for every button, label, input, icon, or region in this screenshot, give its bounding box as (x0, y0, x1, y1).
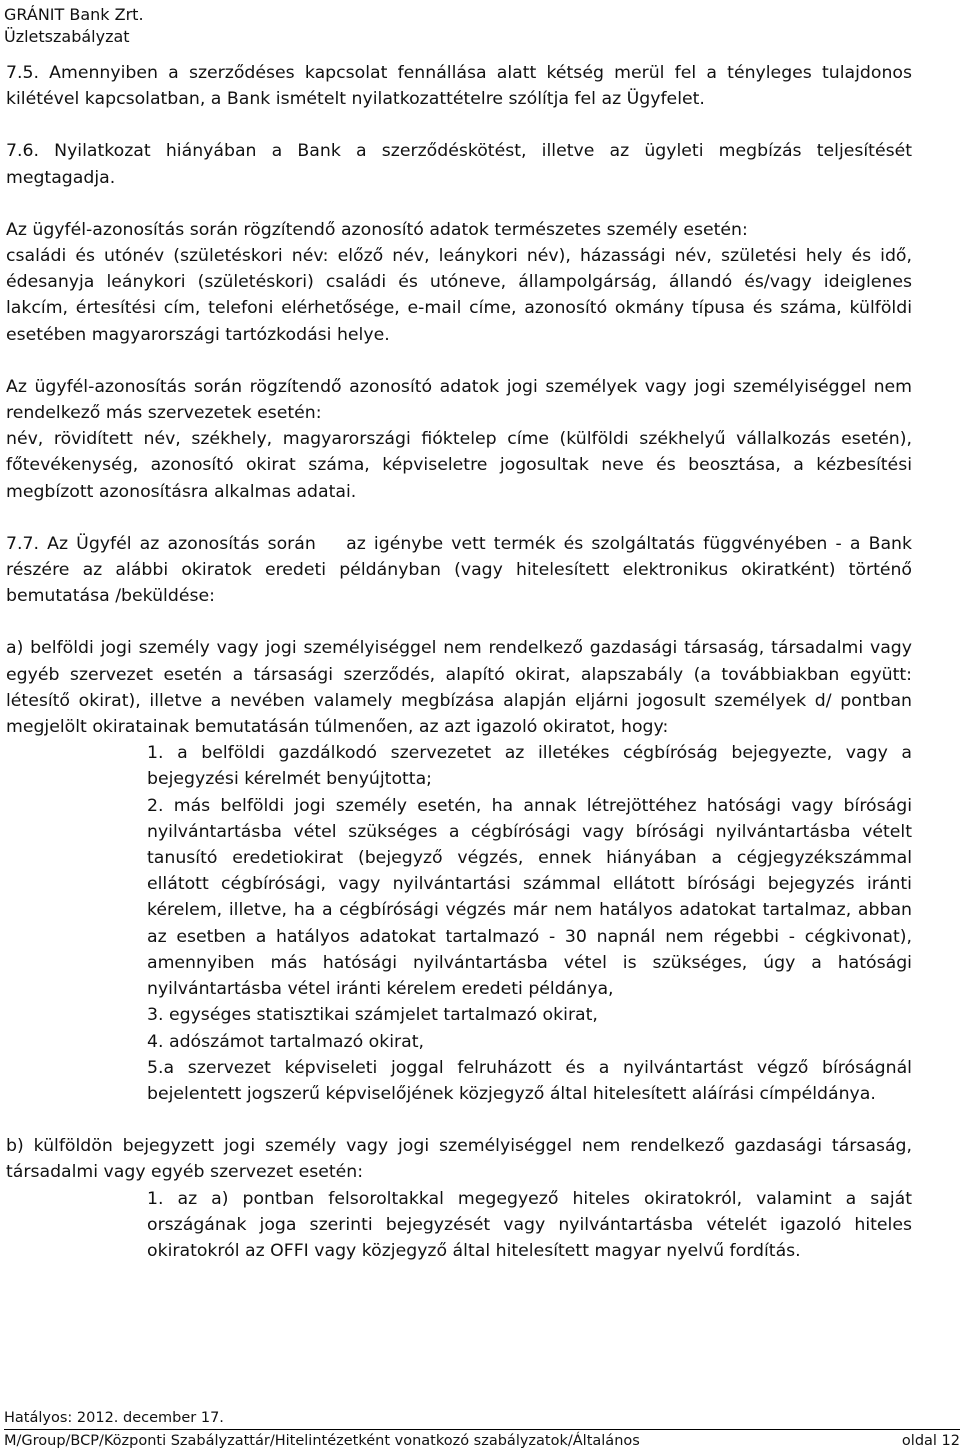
list-item: 2. más belföldi jogi személy esetén, ha annak létrejöttéhez hatósági vagy bírósági nyilvántartásba vétel szükséges a cégbírósági vagy bírósági nyilvántartásba vételt tanusító eredetiokirat (bejegyző végzés, ennek hiányában a cégjegyzékszámmal ellátott cégbírósági, vagy nyilvántartási számmal ellátott bírósági bejegyzés iránti kérelem, illetve, ha a cégbírósági végzés már nem hatályos adatokat tartalmaz, abban az esetben a hatályos adatokat tartalmazó - 30 napnál nem régebbi - cégkivonat), amennyiben más hatósági nyilvántartásba vétel is szükséges, úgy a hatósági nyilvántartásba vétel iránti kérelem eredeti példánya, (147, 795, 912, 1000)
section-7-5: 7.5. Amennyiben a szerződéses kapcsolat fennállása alatt kétség merül fel a tényleges tulajdonos kilétével kapcsolatban, a Bank ismételt nyilatkozattételre szólítja fel az Ügyfelet. (6, 63, 912, 110)
list-item: 3. egységes statisztikai számjelet tartalmazó okirat, (147, 1005, 598, 1026)
effective-date: Hatályos: 2012. december 17. (4, 1410, 224, 1426)
document-body (6, 60, 912, 1264)
natural-person-intro: Az ügyfél-azonosítás során rögzítendő azonosító adatok természetes személy esetén: (6, 219, 748, 240)
document-path: M/Group/BCP/Központi Szabályzattár/Hitelintézetként vonatkozó szabályzatok/Általános (4, 1433, 640, 1449)
section-7-7-rest: az igénybe vett termék és szolgáltatás függvényében - a Bank részére az alábbi okiratok eredeti példányban (vagy hitelesített elektronikus okiratként) történő bemutatása /beküldése: (6, 533, 912, 607)
page-footer (4, 1408, 960, 1451)
point-b: b) külföldön bejegyzett jogi személy vagy jogi személyiséggel nem rendelkező gazdasági társaság, társadalmi vagy egyéb szervezet esetén: (6, 1136, 912, 1183)
page-header (4, 4, 144, 48)
section-7-7-start: 7.7. Az Ügyfél az azonosítás során (6, 533, 316, 554)
list-item: 4. adószámot tartalmazó okirat, (147, 1031, 424, 1052)
legal-person-intro: Az ügyfél-azonosítás során rögzítendő azonosító adatok jogi személyek vagy jogi személyiséggel nem rendelkező más szervezetek esetén: (6, 376, 912, 424)
document-title: Üzletszabályzat (4, 27, 130, 46)
natural-person-data: családi és utónév (születéskori név: előző név, leánykori név), házassági név, születési hely és idő, édesanyja leánykori (születéskori) családi és utóneve, állampolgárság, állandó és/vagy ideiglenes lakcím, értesítési cím, telefoni elérhetősége, e-mail címe, azonosító okmány típusa és száma, külföldi esetében magyarországi tartózkodási helye. (6, 246, 912, 345)
section-7-7 (6, 531, 912, 610)
legal-person-data: név, rövidített név, székhely, magyarországi fióktelep címe (külföldi székhelyű vállalkozás esetén), főtevékenység, azonosító okirat száma, képviseletre jogosultak neve és beosztása, a kézbesítési megbízott azonosításra alkalmas adatai. (6, 429, 912, 502)
point-a: a) belföldi jogi személy vagy jogi személyiséggel nem rendelkező gazdasági társaság, társadalmi vagy egyéb szervezet esetén a társasági szerződés, alapító okirat, alapszabály (a továbbiakban együtt: létesítő okirat), illetve a nevében valamely megbízása alapján eljárni jogosult személyek d/ pontban megjelölt okiratainak bemutatásán túlmenően, az azt igazoló okiratot, hogy: (6, 638, 912, 738)
section-7-6: 7.6. Nyilatkozat hiányában a Bank a szerződéskötést, illetve az ügyleti megbízás teljesítését megtagadja. (6, 141, 912, 188)
list-item: 1. a belföldi gazdálkodó szervezetet az illetékes cégbíróság bejegyezte, vagy a bejegyzési kérelmét benyújtotta; (147, 743, 912, 790)
footer-bar (4, 1429, 960, 1451)
company-name: GRÁNIT Bank Zrt. (4, 5, 144, 24)
list-item: 1. az a) pontban felsoroltakkal megegyező hiteles okiratokról, valamint a saját országának joga szerinti bejegyzését vagy nyilvántartásba vételét igazoló hiteles okiratokról az OFFI vagy közjegyző által hitelesített magyar nyelvű fordítás. (147, 1188, 912, 1261)
list-item: 5.a szervezet képviseleti joggal felruházott és a nyilvántartást végző bíróságnál bejelentett jogszerű képviselőjének közjegyző által hitelesített aláírási címpéldánya. (147, 1057, 912, 1104)
page-number: oldal 12 (901, 1433, 960, 1449)
